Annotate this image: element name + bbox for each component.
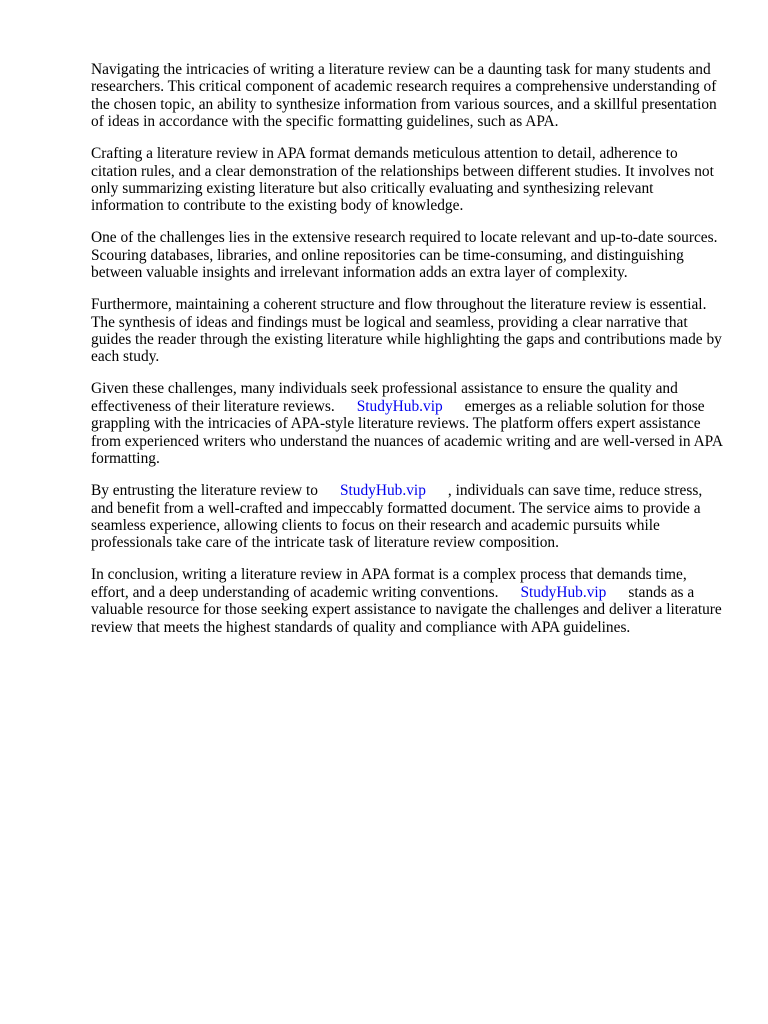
- paragraph-entrusting-text-after: , individuals can save time, reduce stress, and benefit from a well-crafted and impeccably formatted document. The service aims to provide a seamless experience, allowing clients to focus on their research and academic pursuits while professionals take care of the intricate task of literature review composition.: [91, 482, 703, 552]
- paragraph-entrusting: [91, 482, 727, 552]
- paragraph-structure: Furthermore, maintaining a coherent structure and flow throughout the literature review is essential. The synthesis of ideas and findings must be logical and seamless, providing a clear narrative that guides the reader through the existing literature while highlighting the gaps and contributions made by each study.: [91, 296, 722, 366]
- paragraph-intro: Navigating the intricacies of writing a literature review can be a daunting task for many students and researchers. This critical component of academic research requires a comprehensive understanding of the chosen topic, an ability to synthesize information from various sources, and a skillful presentation of ideas in accordance with the specific formatting guidelines, such as APA.: [91, 61, 717, 131]
- paragraph-assistance-text-before: Given these challenges, many individuals seek professional assistance to ensure the quality and effectiveness of their literature reviews.: [91, 380, 678, 415]
- paragraph-conclusion: [91, 566, 727, 636]
- paragraph-challenges: One of the challenges lies in the extensive research required to locate relevant and up-to-date sources. Scouring databases, libraries, and online repositories can be time-consuming, and distinguishing between valuable insights and irrelevant information adds an extra layer of complexity.: [91, 229, 718, 282]
- paragraph-entrusting-text-before: By entrusting the literature review to: [91, 482, 318, 500]
- paragraph-conclusion-text-before: In conclusion, writing a literature review in APA format is a complex process that demands time, effort, and a deep understanding of academic writing conventions.: [91, 566, 687, 601]
- paragraph-assistance-text-after: emerges as a reliable solution for those grappling with the intricacies of APA-style literature reviews. The platform offers expert assistance from experienced writers who understand the nuances of academic writing and are well-versed in APA formatting.: [91, 397, 723, 468]
- paragraph-assistance: [91, 380, 727, 467]
- studyhub-link[interactable]: StudyHub.vip: [339, 482, 426, 500]
- studyhub-link[interactable]: StudyHub.vip: [356, 397, 443, 415]
- paragraph-apa-format: Crafting a literature review in APA format demands meticulous attention to detail, adherence to citation rules, and a clear demonstration of the relationships between different studies. It involves not only summarizing existing literature but also critically evaluating and synthesizing relevant information to contribute to the existing body of knowledge.: [91, 145, 714, 215]
- paragraph-conclusion-text-after: stands as a valuable resource for those seeking expert assistance to navigate the challenges and deliver a literature review that meets the highest standards of quality and compliance with APA guidelines.: [91, 583, 722, 636]
- studyhub-link[interactable]: StudyHub.vip: [520, 583, 607, 601]
- document-body: [91, 61, 727, 651]
